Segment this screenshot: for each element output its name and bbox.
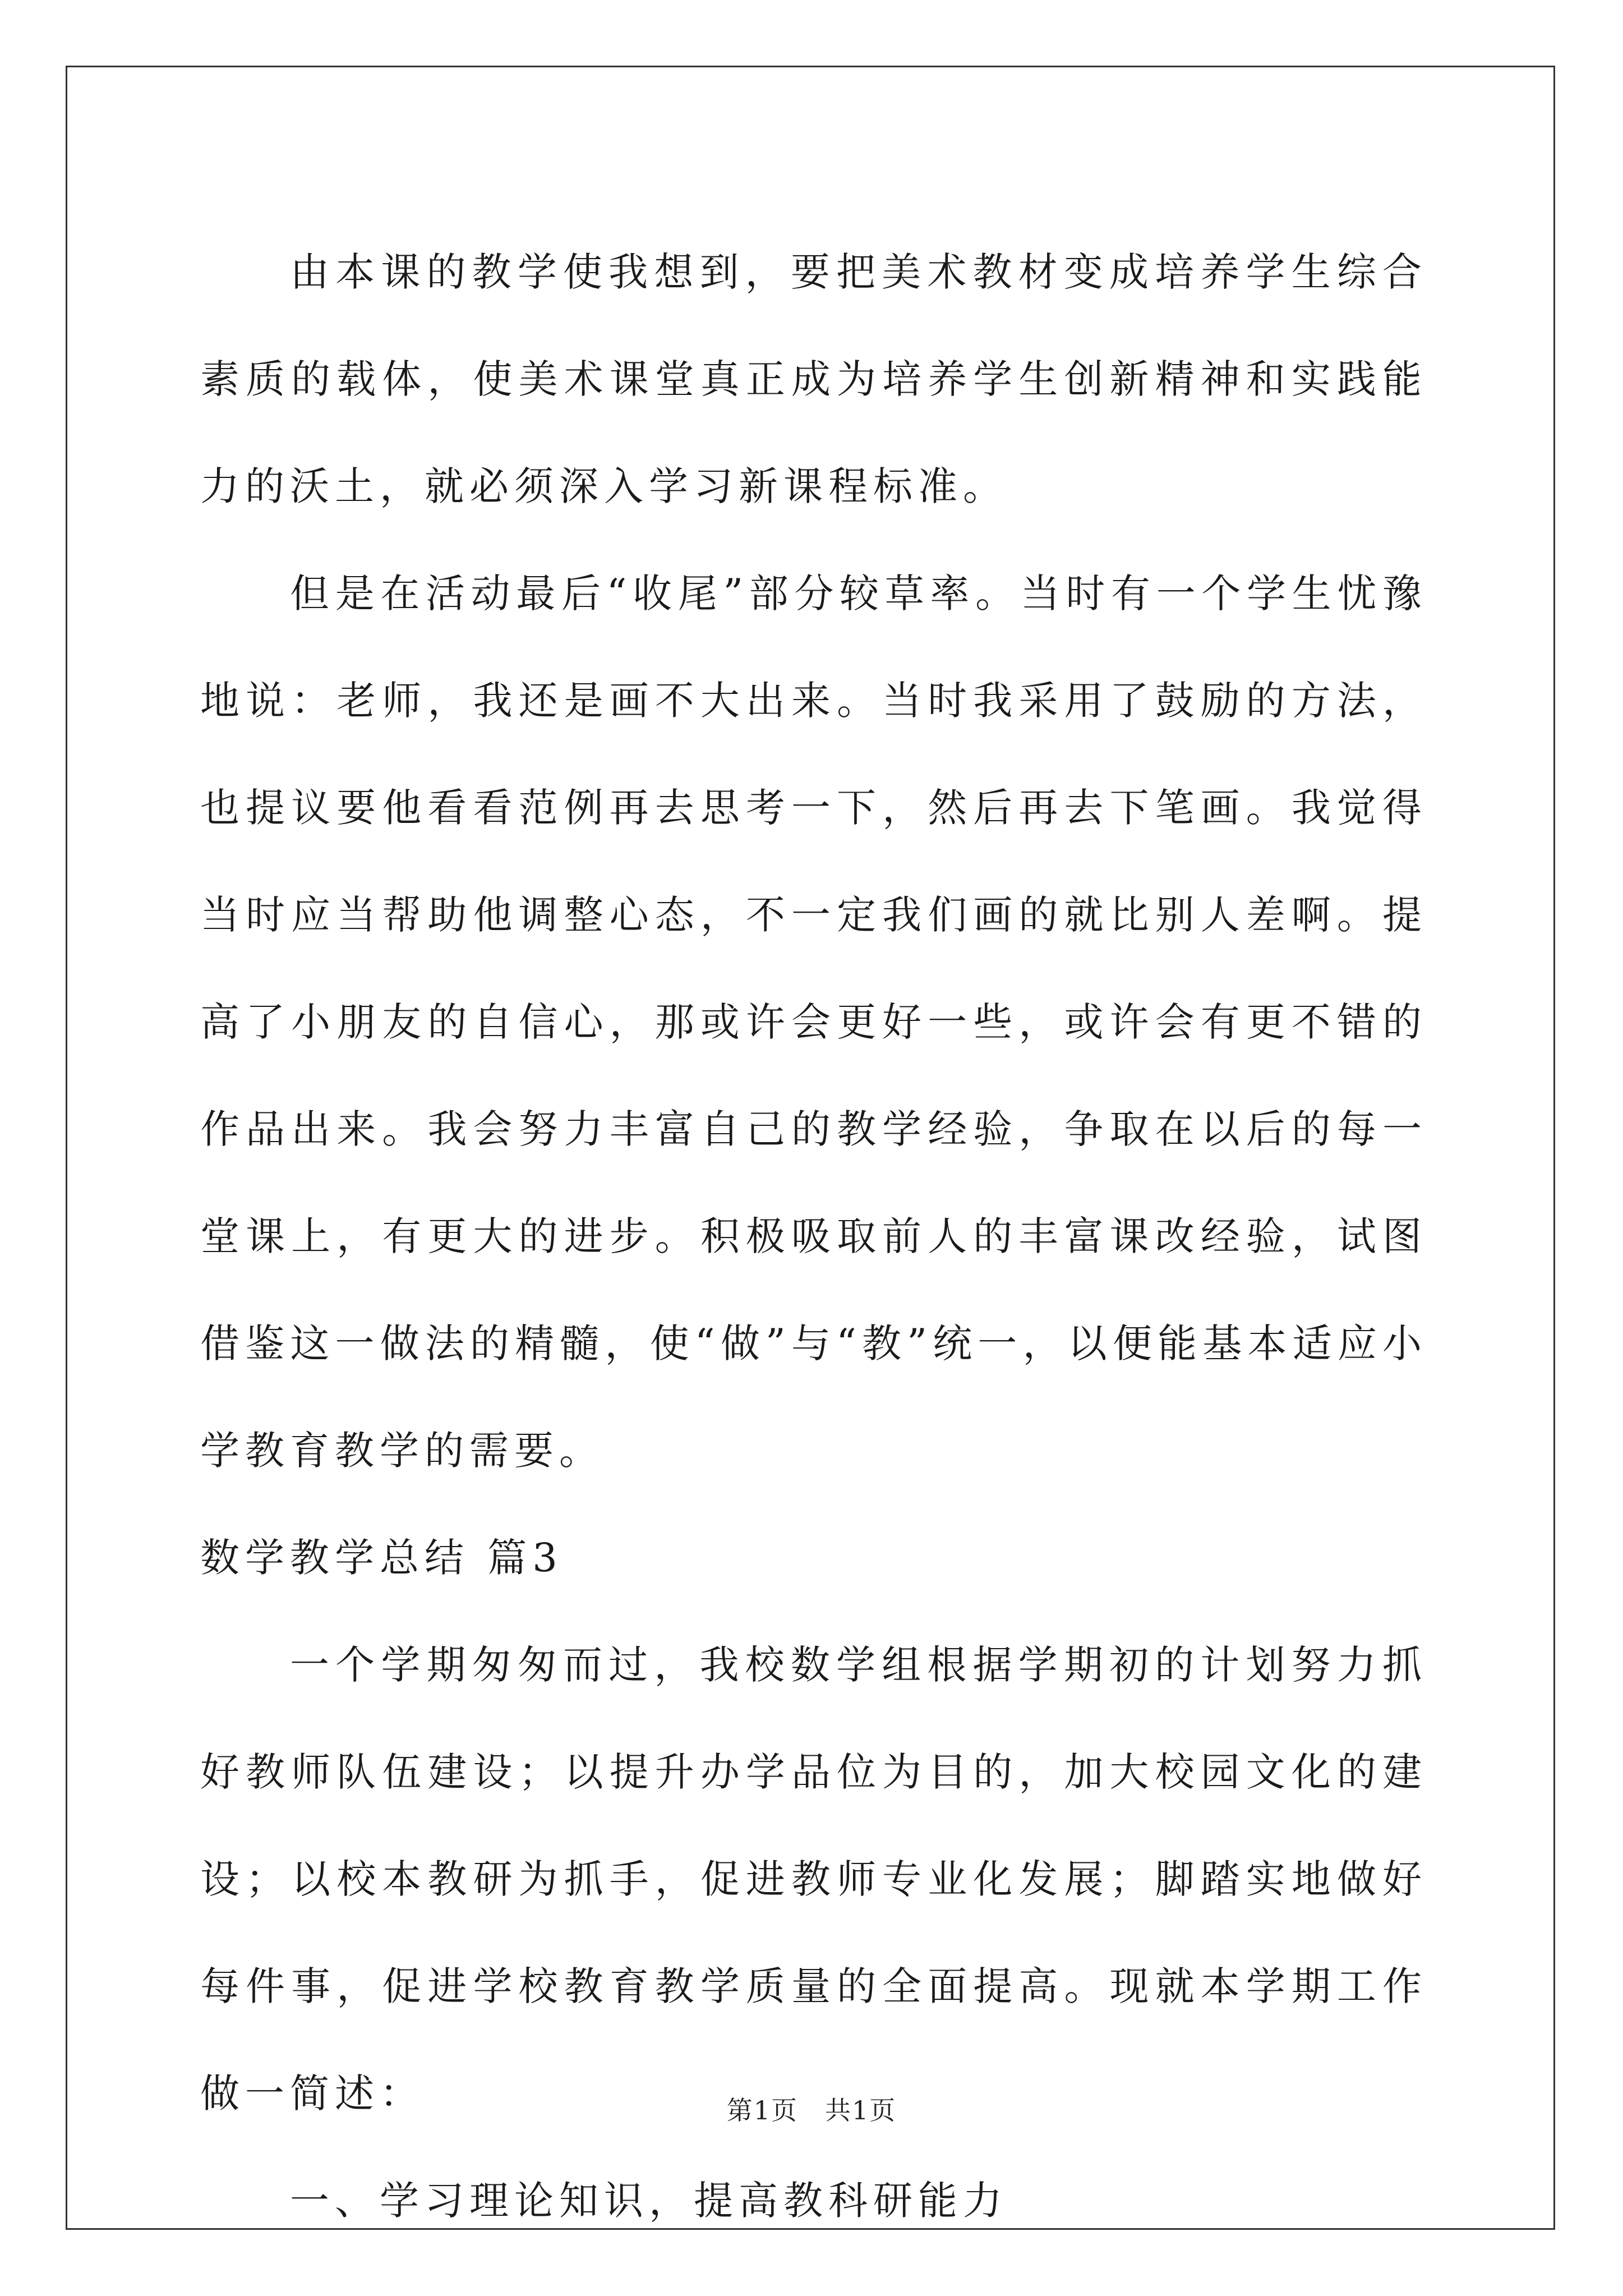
subheading-theory-study: 一、学习理论知识，提高教科研能力 <box>290 2178 1008 2224</box>
document-body <box>200 219 1427 2254</box>
paragraph-ending-reflection: 但是在活动最后“收尾”部分较草率。当时有一个学生忧豫地说：老师，我还是画不大出来。当时我采用了鼓励的方法，也提议要他看看范例再去思考一下，然后再去下笔画。我觉得当时应当帮助他调整心态，不一定我们画的就比别人差啊。提高了小朋友的自信心，那或许会更好一些，或许会有更不错的作品出来。我会努力丰富自己的教学经验，争取在以后的每一堂课上，有更大的进步。积极吸取前人的丰富课改经验，试图借鉴这一做法的精髓，使“做”与“教”统一，以便能基本适应小学教育教学的需要。 <box>200 570 1427 1474</box>
paragraph-art-reflection: 由本课的教学使我想到，要把美术教材变成培养学生综合素质的载体，使美术课堂真正成为培养学生创新精神和实践能力的沃土，就必须深入学习新课程标准。 <box>200 249 1427 509</box>
paragraph-semester-summary: 一个学期匆匆而过，我校数学组根据学期初的计划努力抓好教师队伍建设；以提升办学品位为目的，加大校园文化的建设；以校本教研为抓手，促进教师专业化发展；脚踏实地做好每件事，促进学校教育教学质量的全面提高。现就本学期工作做一简述： <box>200 1642 1427 2116</box>
section-title: 数学教学总结 篇3 <box>200 1535 563 1581</box>
page-footer: 第1页 共1页 <box>726 2095 897 2125</box>
